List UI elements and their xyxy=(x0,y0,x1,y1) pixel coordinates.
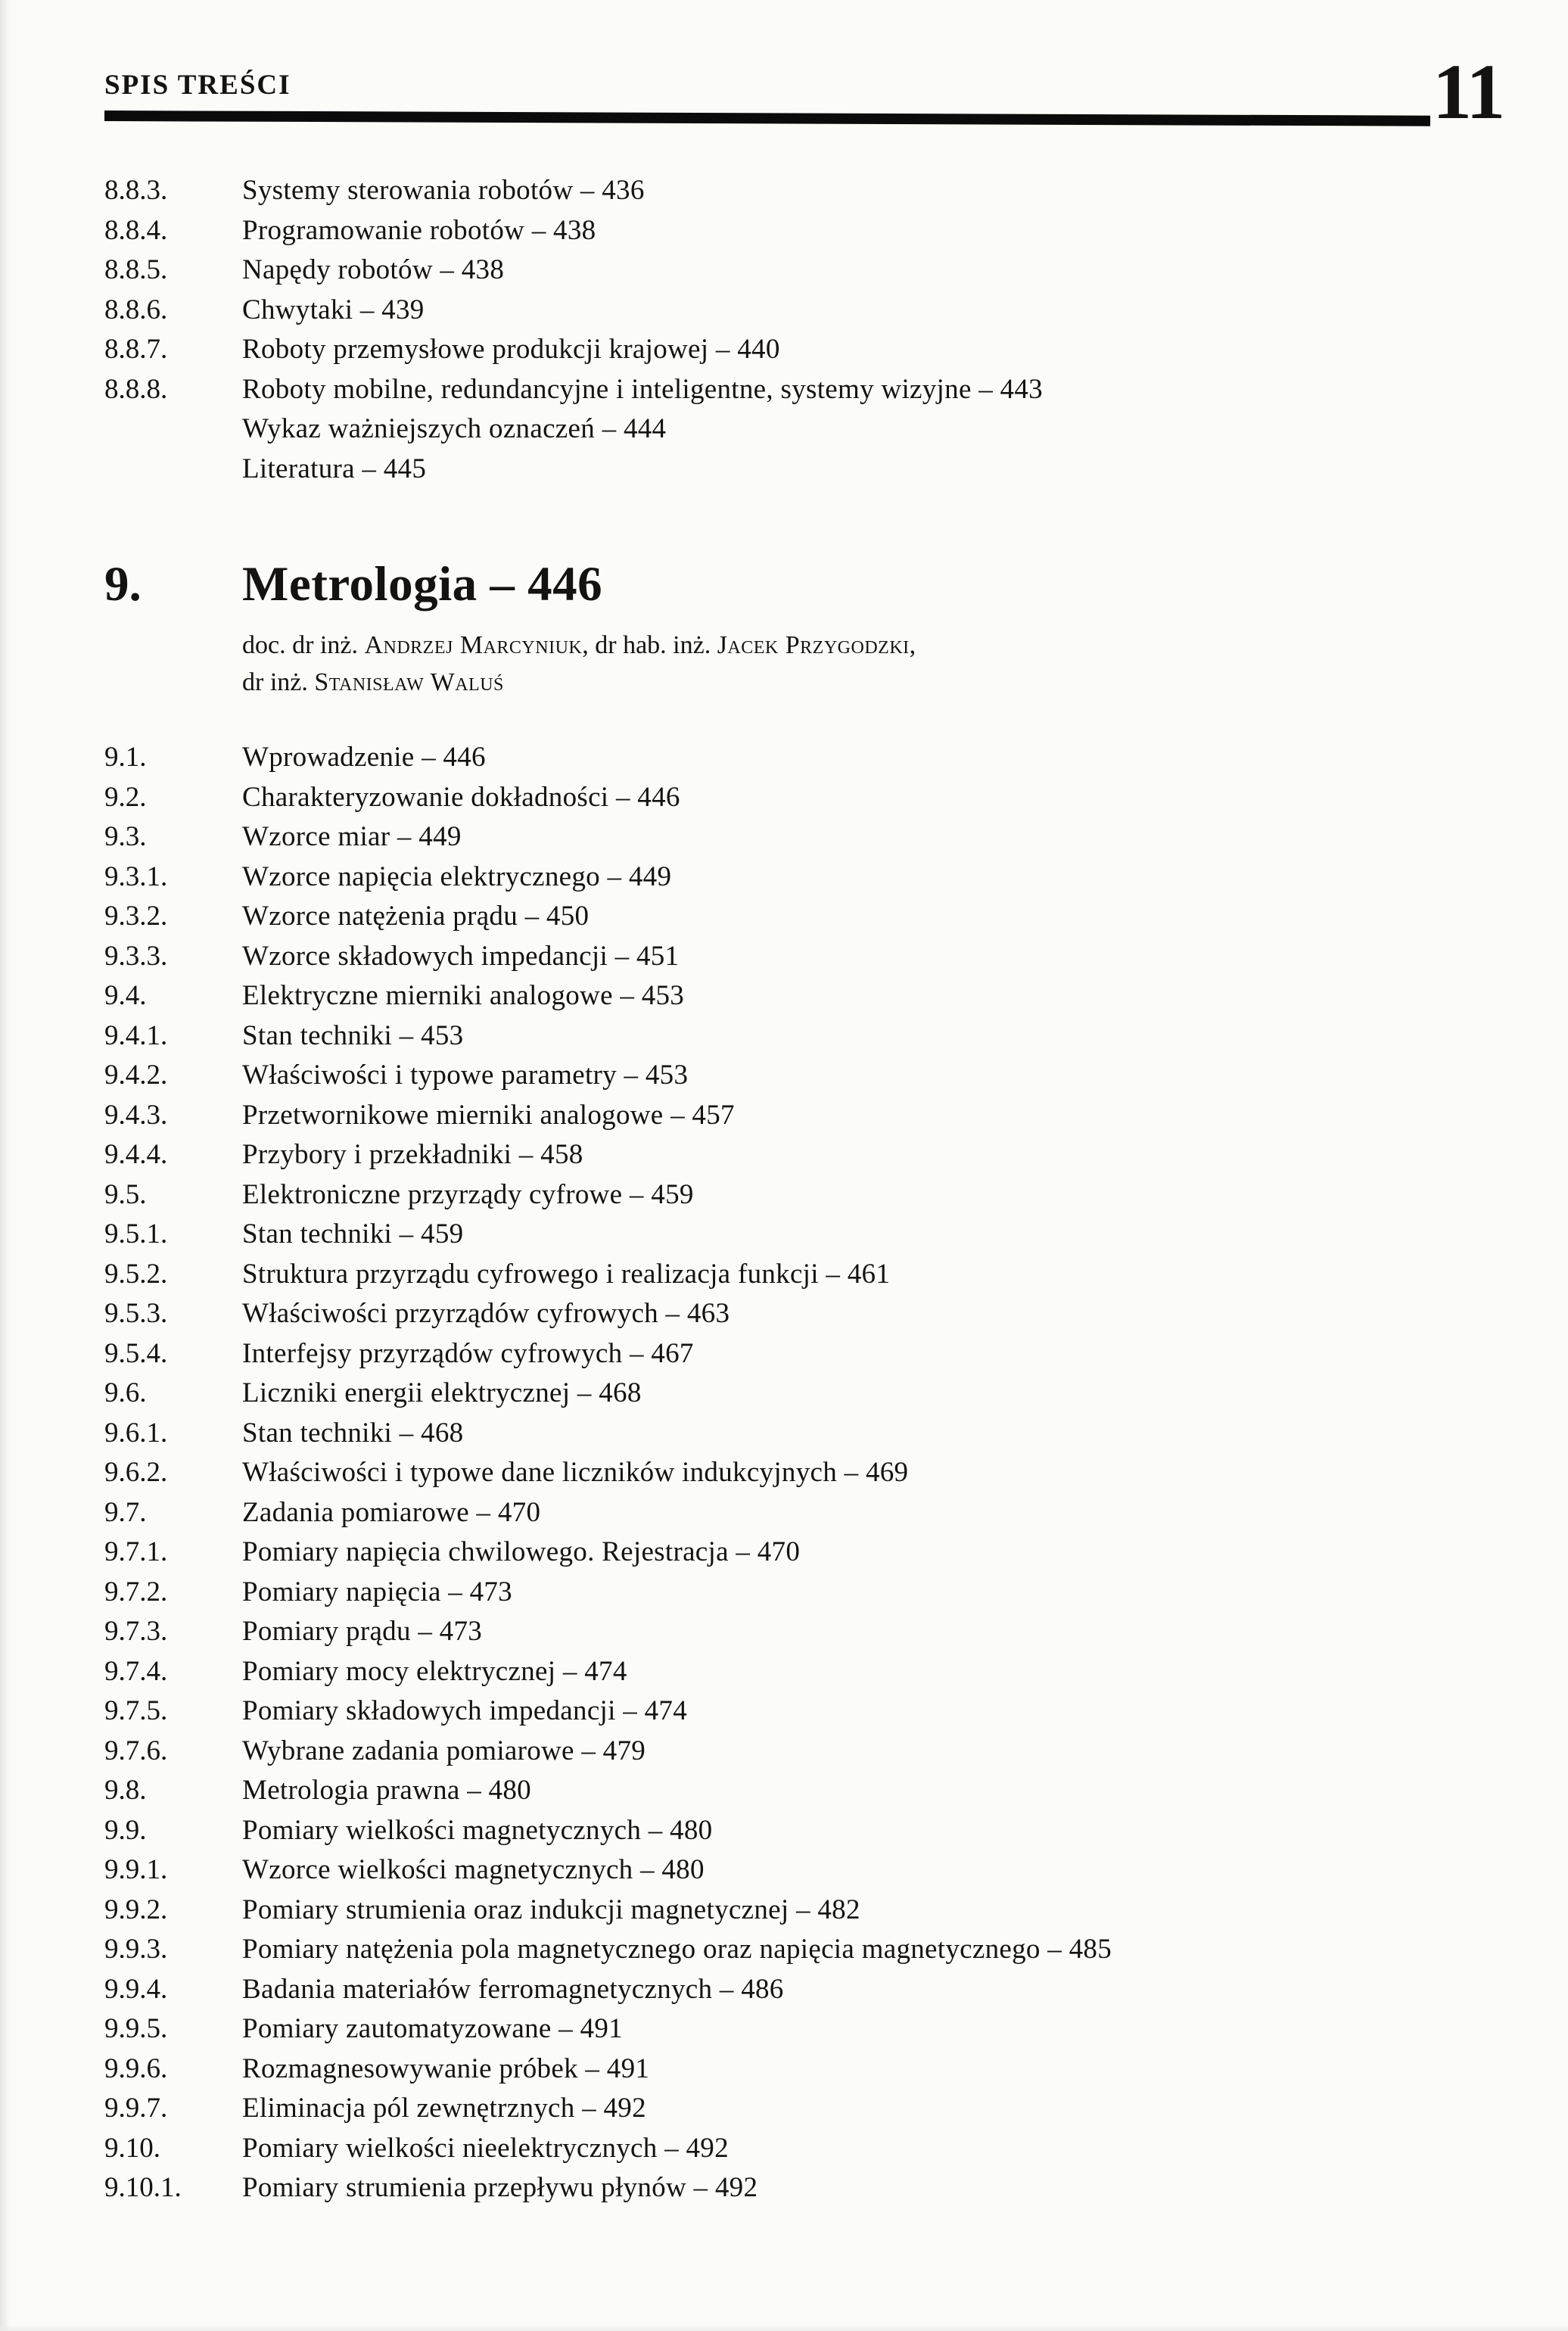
chapter-title: Metrologia – 446 xyxy=(242,557,603,612)
toc-entry xyxy=(104,778,1538,818)
toc-entry-number: 9.4.3. xyxy=(104,1099,168,1131)
toc-entry xyxy=(104,1016,1538,1057)
toc-entry-title: Pomiary wielkości magnetycznych – 480 xyxy=(242,1814,713,1846)
toc-entry xyxy=(104,976,1538,1016)
toc-entry-title: Wzorce natężenia prądu – 450 xyxy=(242,901,590,932)
toc-entry-title: Stan techniki – 468 xyxy=(242,1417,464,1449)
toc-entry xyxy=(104,1453,1538,1493)
toc-entry-title: Systemy sterowania robotów – 436 xyxy=(242,175,645,206)
toc-entry-title: Pomiary zautomatyzowane – 491 xyxy=(242,2013,623,2044)
toc-entry-number: 9.9.5. xyxy=(104,2013,168,2044)
toc-entry-number: 8.8.7. xyxy=(104,334,168,365)
toc-entry xyxy=(104,1573,1538,1613)
toc-entry-number: 9.1. xyxy=(104,742,147,773)
toc-entry-title: Liczniki energii elektrycznej – 468 xyxy=(242,1377,642,1408)
toc-entry xyxy=(104,291,1538,331)
chapter-number: 9. xyxy=(104,557,142,612)
author-name: Stanisław Waluś xyxy=(314,668,504,696)
toc-entry-number: 9.5.1. xyxy=(104,1218,168,1250)
toc-entry-title: Badania materiałów ferromagnetycznych – 486 xyxy=(242,1973,784,2005)
toc-entry xyxy=(104,1811,1538,1851)
toc-entry xyxy=(104,1891,1538,1931)
toc-entry-number: 9.9.3. xyxy=(104,1934,168,1965)
toc-entry-number: 9.10. xyxy=(104,2132,160,2164)
toc-entry-title: Roboty mobilne, redundancyjne i inteligentne, systemy wizyjne – 443 xyxy=(242,373,1043,405)
toc-entry-number: 8.8.3. xyxy=(104,175,168,206)
toc-entry-number: 9.3.2. xyxy=(104,901,168,932)
toc-entry xyxy=(104,1175,1538,1215)
toc-entry xyxy=(104,1414,1538,1454)
toc-entry-title: Metrologia prawna – 480 xyxy=(242,1775,531,1806)
toc-entry-number: 9.3.3. xyxy=(104,940,168,972)
toc-entry-title: Pomiary strumienia oraz indukcji magnetycznej – 482 xyxy=(242,1894,860,1925)
toc-entry-number: 8.8.6. xyxy=(104,294,168,325)
chapter8-entries-list xyxy=(104,171,1538,489)
toc-entry xyxy=(104,1930,1538,1970)
toc-entry-number: 9.9.6. xyxy=(104,2052,168,2084)
toc-entry-number: 9.3.1. xyxy=(104,861,168,892)
toc-entry-title: Literatura – 445 xyxy=(242,453,427,484)
toc-entry xyxy=(104,1056,1538,1096)
toc-entry-title: Charakteryzowanie dokładności – 446 xyxy=(242,781,680,813)
toc-entry-number: 9.7.4. xyxy=(104,1655,168,1687)
toc-entry-number: 9.5.3. xyxy=(104,1298,168,1329)
toc-entry-title: Pomiary prądu – 473 xyxy=(242,1616,483,1647)
toc-entry-number: 9.4.2. xyxy=(104,1060,168,1091)
toc-entry-number: 9.9.2. xyxy=(104,1894,168,1925)
toc-entry xyxy=(104,1096,1538,1136)
toc-entry xyxy=(104,2089,1538,2129)
toc-entry-title: Wzorce składowych impedancji – 451 xyxy=(242,940,680,972)
toc-entry-title: Rozmagnesowywanie próbek – 491 xyxy=(242,2052,650,2084)
page-number: 11 xyxy=(1433,48,1504,135)
toc-entry xyxy=(104,1652,1538,1692)
toc-entry-number: 9.2. xyxy=(104,781,147,813)
toc-entry-title: Pomiary wielkości nieelektrycznych – 492 xyxy=(242,2132,729,2164)
toc-entry-title: Wybrane zadania pomiarowe – 479 xyxy=(242,1735,646,1766)
toc-entry xyxy=(104,2129,1538,2169)
toc-entry-number: 9.9.4. xyxy=(104,1973,168,2005)
toc-entry xyxy=(104,1135,1538,1175)
toc-entry xyxy=(104,1533,1538,1573)
toc-entry xyxy=(104,937,1538,977)
chapter9-heading xyxy=(104,557,603,612)
toc-entry-title: Eliminacja pól zewnętrznych – 492 xyxy=(242,2093,646,2124)
toc-entry-number: 9.9.1. xyxy=(104,1854,168,1885)
toc-entry-title: Wprowadzenie – 446 xyxy=(242,742,486,773)
chapter9-authors xyxy=(242,627,916,701)
toc-entry xyxy=(104,1691,1538,1732)
toc-entry-number: 9.4. xyxy=(104,980,147,1011)
toc-entry-title: Struktura przyrządu cyfrowego i realizacja funkcji – 461 xyxy=(242,1258,891,1290)
toc-entry xyxy=(104,2009,1538,2049)
toc-entry-title: Pomiary natężenia pola magnetycznego oraz napięcia magnetycznego – 485 xyxy=(242,1934,1112,1965)
toc-entry-title: Wzorce wielkości magnetycznych – 480 xyxy=(242,1854,705,1885)
toc-entry-number: 9.7.1. xyxy=(104,1536,168,1567)
toc-entry-title: Pomiary strumienia przepływu płynów – 492 xyxy=(242,2172,758,2203)
author-degree-text: doc. dr inż. xyxy=(242,631,365,659)
toc-entry-title: Stan techniki – 453 xyxy=(242,1019,464,1051)
toc-entry-title: Interfejsy przyrządów cyfrowych – 467 xyxy=(242,1337,694,1369)
toc-entry-number: 9.10.1. xyxy=(104,2172,182,2203)
toc-entry-number: 9.9.7. xyxy=(104,2093,168,2124)
toc-entry-title: Wykaz ważniejszych oznaczeń – 444 xyxy=(242,413,667,444)
toc-entry-number: 9.7.5. xyxy=(104,1695,168,1726)
toc-entry xyxy=(104,330,1538,370)
toc-entry-number: 9.4.1. xyxy=(104,1019,168,1051)
toc-entry-title: Stan techniki – 459 xyxy=(242,1218,464,1250)
toc-entry-title: Napędy robotów – 438 xyxy=(242,254,505,285)
toc-entry xyxy=(104,1850,1538,1891)
toc-entry xyxy=(104,738,1538,778)
toc-entry-title: Wzorce miar – 449 xyxy=(242,821,462,852)
toc-entry xyxy=(104,2168,1538,2208)
toc-entry-number: 9.9. xyxy=(104,1814,147,1846)
toc-entry-number: 9.3. xyxy=(104,821,147,852)
toc-entry-number: 9.8. xyxy=(104,1775,147,1806)
toc-entry-title: Wzorce napięcia elektrycznego – 449 xyxy=(242,861,672,892)
toc-entry-number: 8.8.4. xyxy=(104,214,168,246)
toc-entry xyxy=(104,817,1538,857)
toc-entry-number: 9.5.2. xyxy=(104,1258,168,1290)
toc-entry xyxy=(104,1294,1538,1334)
toc-entry xyxy=(104,897,1538,937)
toc-entry-number: 9.5. xyxy=(104,1178,147,1210)
toc-entry xyxy=(104,1374,1538,1414)
toc-entry-title: Programowanie robotów – 438 xyxy=(242,214,596,246)
toc-entry xyxy=(104,857,1538,898)
toc-entry-title: Właściwości i typowe dane liczników indukcyjnych – 469 xyxy=(242,1457,909,1488)
author-name: Andrzej Marcyniuk xyxy=(364,631,583,659)
toc-entry-title: Elektryczne mierniki analogowe – 453 xyxy=(242,980,685,1011)
author-degree-text: dr inż. xyxy=(242,668,315,696)
toc-entry-number: 9.7.2. xyxy=(104,1576,168,1607)
toc-entry xyxy=(104,1970,1538,2010)
toc-entry-number xyxy=(104,409,242,450)
author-degree-text: , dr hab. inż. xyxy=(582,631,717,659)
toc-entry xyxy=(104,211,1538,251)
toc-entry xyxy=(104,251,1538,291)
toc-entry-title: Właściwości i typowe parametry – 453 xyxy=(242,1060,689,1091)
toc-entry-title: Pomiary napięcia – 473 xyxy=(242,1576,512,1607)
toc-entry xyxy=(104,1255,1538,1295)
toc-entry-title: Pomiary składowych impedancji – 474 xyxy=(242,1695,688,1726)
author-line xyxy=(242,627,916,664)
toc-entry xyxy=(104,450,1538,490)
toc-entry xyxy=(104,1334,1538,1374)
toc-entry-number: 8.8.8. xyxy=(104,373,168,405)
toc-entry-number: 9.6.1. xyxy=(104,1417,168,1449)
page-header-title: SPIS TREŚCI xyxy=(104,70,291,101)
toc-entry xyxy=(104,1612,1538,1652)
toc-entry-number: 9.4.4. xyxy=(104,1139,168,1170)
toc-entry-number: 9.6.2. xyxy=(104,1457,168,1488)
toc-entry xyxy=(104,171,1538,211)
toc-entry-number: 9.7.6. xyxy=(104,1735,168,1766)
toc-entry-title: Pomiary mocy elektrycznej – 474 xyxy=(242,1655,627,1687)
toc-entry xyxy=(104,1732,1538,1772)
toc-entry-number: 9.7.3. xyxy=(104,1616,168,1647)
author-name: Jacek Przygodzki xyxy=(717,631,910,659)
toc-entry xyxy=(104,1493,1538,1533)
toc-entry-title: Zadania pomiarowe – 470 xyxy=(242,1496,541,1528)
toc-entry-number: 9.6. xyxy=(104,1377,147,1408)
toc-entry-title: Przybory i przekładniki – 458 xyxy=(242,1139,583,1170)
toc-entry-title: Elektroniczne przyrządy cyfrowe – 459 xyxy=(242,1178,694,1210)
toc-entry-number xyxy=(104,450,242,490)
toc-entry-title: Roboty przemysłowe produkcji krajowej – 440 xyxy=(242,334,780,365)
chapter9-entries-list xyxy=(104,738,1538,2208)
toc-entry xyxy=(104,370,1538,410)
toc-entry-title: Pomiary napięcia chwilowego. Rejestracja – 470 xyxy=(242,1536,801,1567)
author-degree-text: , xyxy=(909,631,916,659)
toc-entry-title: Chwytaki – 439 xyxy=(242,294,425,325)
toc-entry xyxy=(104,1215,1538,1255)
toc-entry-title: Właściwości przyrządów cyfrowych – 463 xyxy=(242,1298,730,1329)
toc-entry xyxy=(104,2049,1538,2090)
toc-entry-number: 8.8.5. xyxy=(104,254,168,285)
toc-entry-title: Przetwornikowe mierniki analogowe – 457 xyxy=(242,1099,735,1131)
toc-entry-number: 9.7. xyxy=(104,1496,147,1528)
toc-entry xyxy=(104,409,1538,450)
header-rule xyxy=(104,110,1430,126)
author-line xyxy=(242,664,916,701)
toc-entry-number: 9.5.4. xyxy=(104,1337,168,1369)
toc-entry xyxy=(104,1771,1538,1811)
